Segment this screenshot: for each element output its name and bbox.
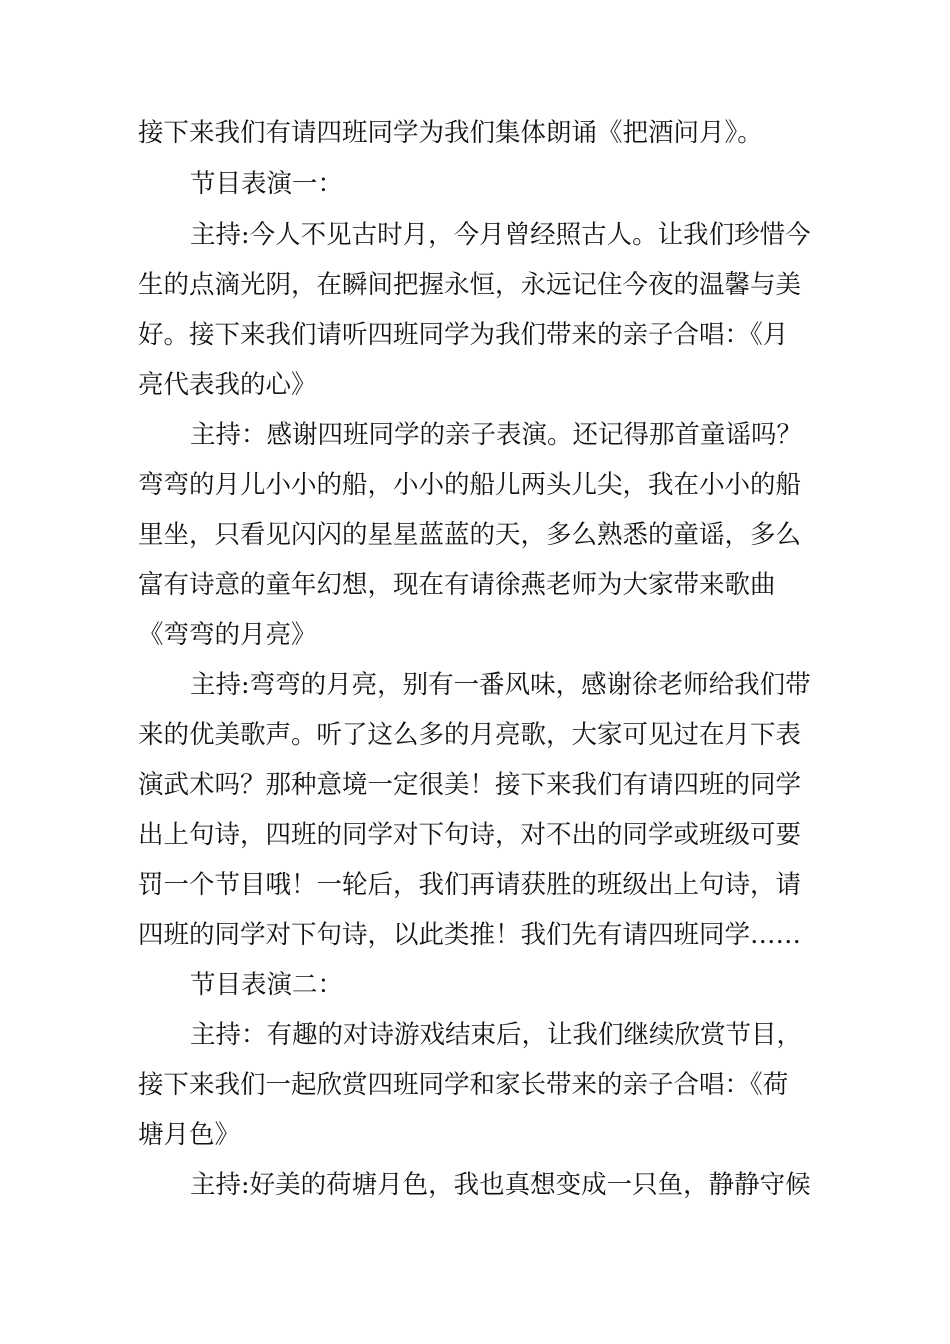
text-line-15: 出上句诗，四班的同学对下句诗，对不出的同学或班级可要 xyxy=(138,820,802,850)
text-line-22: 主持:好美的荷塘月色，我也真想变成一只鱼，静静守候 xyxy=(190,1170,811,1200)
text-line-20: 接下来我们一起欣赏四班同学和家长带来的亲子合唱：《荷 xyxy=(138,1070,789,1100)
text-line-14: 演武术吗？那种意境一定很美！接下来我们有请四班的同学 xyxy=(138,770,802,800)
text-line-21: 塘月色》 xyxy=(138,1120,241,1150)
text-line-13: 来的优美歌声。听了这么多的月亮歌，大家可见过在月下表 xyxy=(138,720,802,750)
text-line-17: 四班的同学对下句诗，以此类推！我们先有请四班同学…… xyxy=(138,920,802,950)
text-line-12: 主持:弯弯的月亮，别有一番风味，感谢徐老师给我们带 xyxy=(190,670,811,700)
text-line-6: 亮代表我的心》 xyxy=(138,370,317,400)
section-heading-2: 节目表演二： xyxy=(190,970,344,1000)
section-heading-1: 节目表演一： xyxy=(190,169,344,199)
text-line-7: 主持：感谢四班同学的亲子表演。还记得那首童谣吗？ xyxy=(190,420,803,450)
text-line-9: 里坐，只看见闪闪的星星蓝蓝的天，多么熟悉的童谣，多么 xyxy=(138,520,802,550)
text-line-4: 生的点滴光阴，在瞬间把握永恒，永远记住今夜的温馨与美 xyxy=(138,270,802,300)
text-line-10: 富有诗意的童年幻想，现在有请徐燕老师为大家带来歌曲 xyxy=(138,570,776,600)
text-line-19: 主持：有趣的对诗游戏结束后，让我们继续欣赏节目， xyxy=(190,1020,803,1050)
text-line-1: 接下来我们有请四班同学为我们集体朗诵《把酒问月》。 xyxy=(138,118,763,148)
text-line-3: 主持:今人不见古时月，今月曾经照古人。让我们珍惜今 xyxy=(190,220,811,250)
text-line-8: 弯弯的月儿小小的船，小小的船儿两头儿尖，我在小小的船 xyxy=(138,470,802,500)
text-line-5: 好。接下来我们请听四班同学为我们带来的亲子合唱：《月 xyxy=(138,320,789,350)
text-line-11: 《弯弯的月亮》 xyxy=(138,620,317,650)
text-line-16: 罚一个节目哦！一轮后，我们再请获胜的班级出上句诗，请 xyxy=(138,870,802,900)
